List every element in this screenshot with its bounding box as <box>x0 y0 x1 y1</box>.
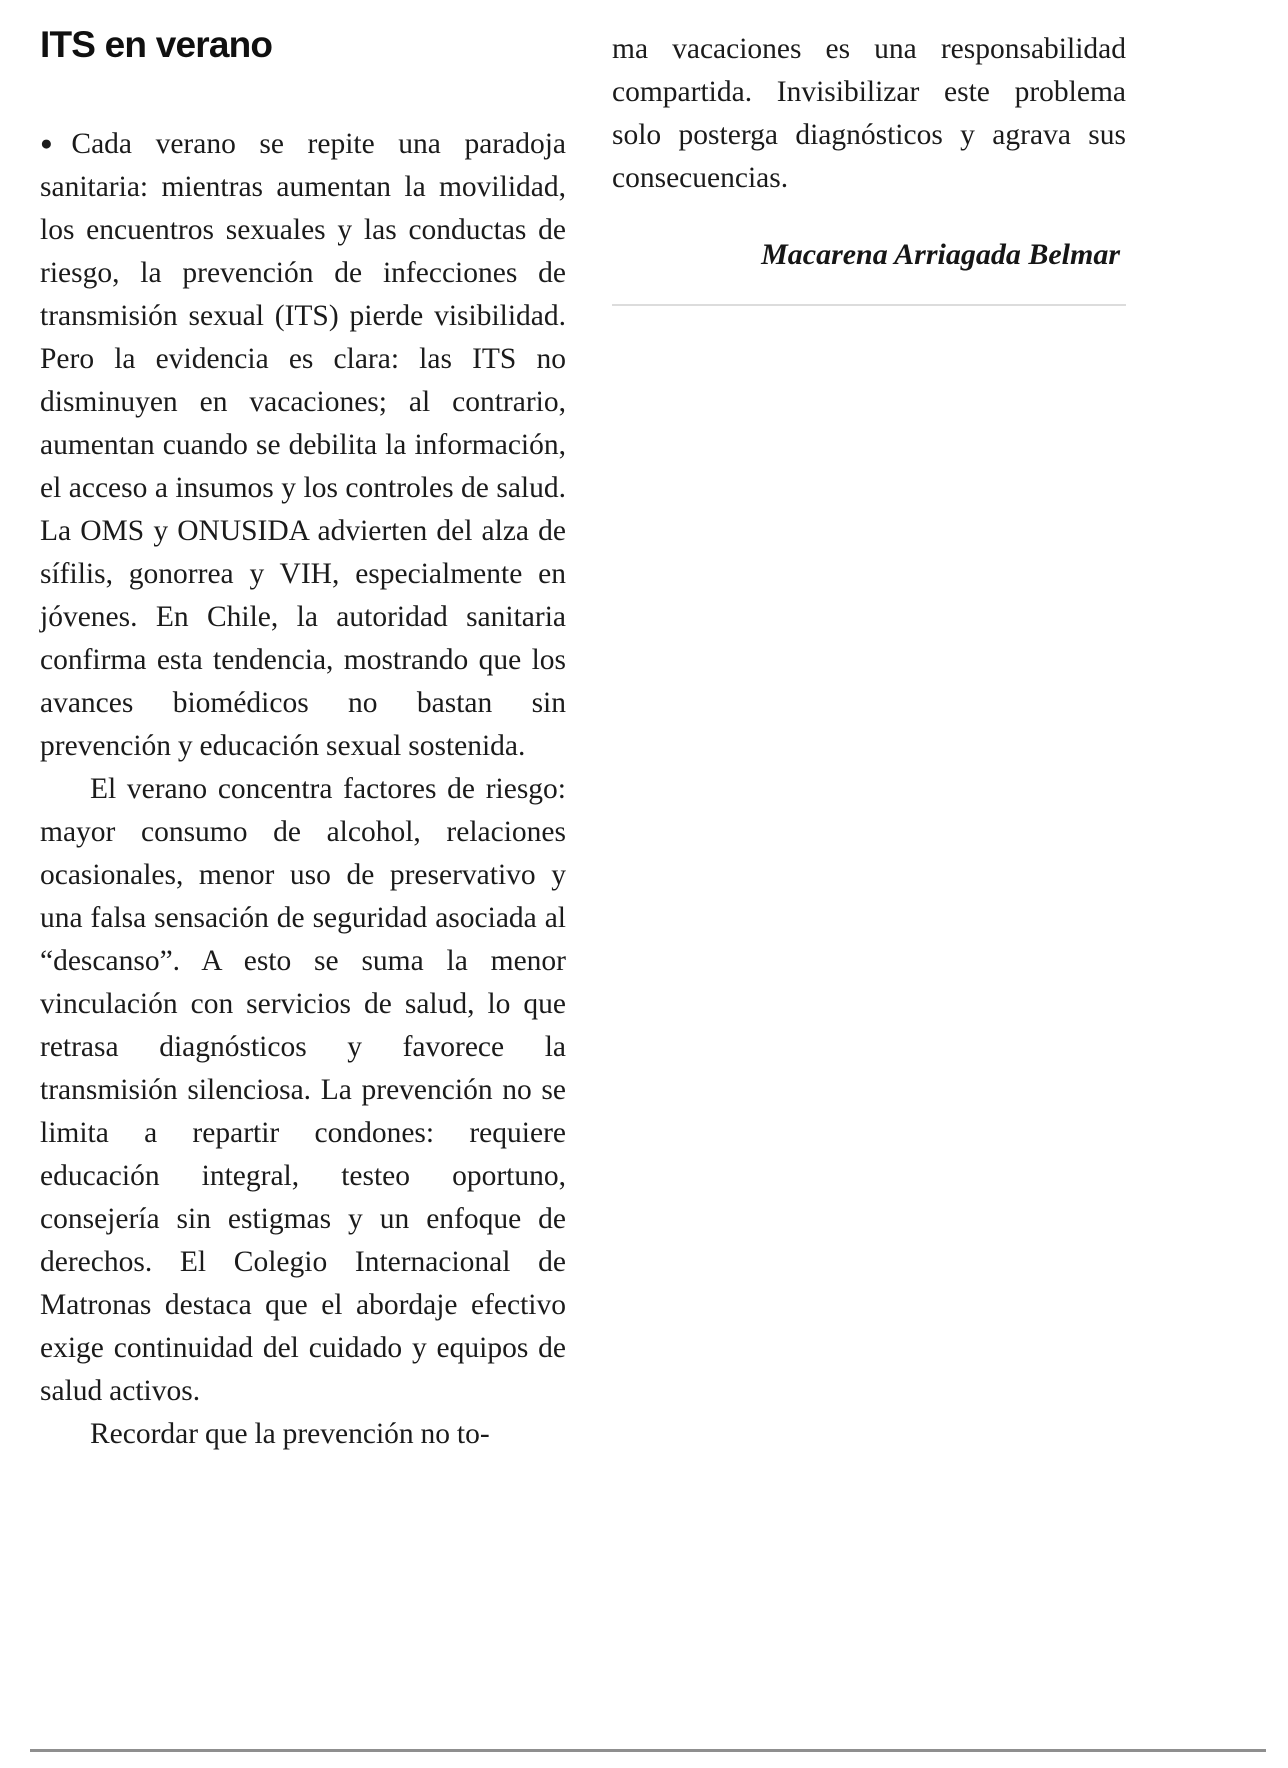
paragraph-2: El verano concentra factores de riesgo: mayor consumo de alcohol, relaciones ocasionales, menor uso de preservativo y una falsa sensación de seguridad asociada al “descanso”. A esto se suma la menor vinculación con servicios de salud, lo que retrasa diagnósticos y favorece la transmisión silenciosa. La prevención no se limita a repartir condones: requiere educación integral, testeo oportuno, consejería sin estigmas y un enfoque de derechos. El Colegio Internacional de Matronas destaca que el abordaje efectivo exige continuidad del cuidado y equipos de salud activos. <box>40 773 566 1407</box>
right-column <box>612 24 1126 1456</box>
signature-divider <box>612 304 1126 306</box>
bottom-page-divider <box>30 1749 1266 1752</box>
paragraph-3-continuation: ma vacaciones es una responsabilidad compartida. Invisibilizar este problema solo posterga diagnósticos y agrava sus consecuencias. <box>612 33 1126 194</box>
paragraph-3-start: Recordar que la prevención no to- <box>90 1418 490 1450</box>
left-column <box>40 24 566 1456</box>
paragraph-1-text: Cada verano se repite una paradoja sanitaria: mientras aumentan la movilidad, los encuentros sexuales y las conductas de riesgo, la prevención de infecciones de transmisión sexual (ITS) pierde visibilidad. Pero la evidencia es clara: las ITS no disminuyen en vacaciones; al contrario, aumentan cuando se debilita la información, el acceso a insumos y los controles de salud. La OMS y ONUSIDA advierten del alza de sífilis, gonorrea y VIH, especialmente en jóvenes. En Chile, la autoridad sanitaria confirma esta tendencia, mostrando que los avances biomédicos no bastan sin prevención y educación sexual sostenida. <box>40 128 566 762</box>
author-signature: Macarena Arriagada Belmar <box>761 238 1120 271</box>
article-title: ITS en verano <box>40 24 273 65</box>
paragraph-1 <box>40 122 566 768</box>
lead-bullet-icon: ● <box>40 131 70 155</box>
